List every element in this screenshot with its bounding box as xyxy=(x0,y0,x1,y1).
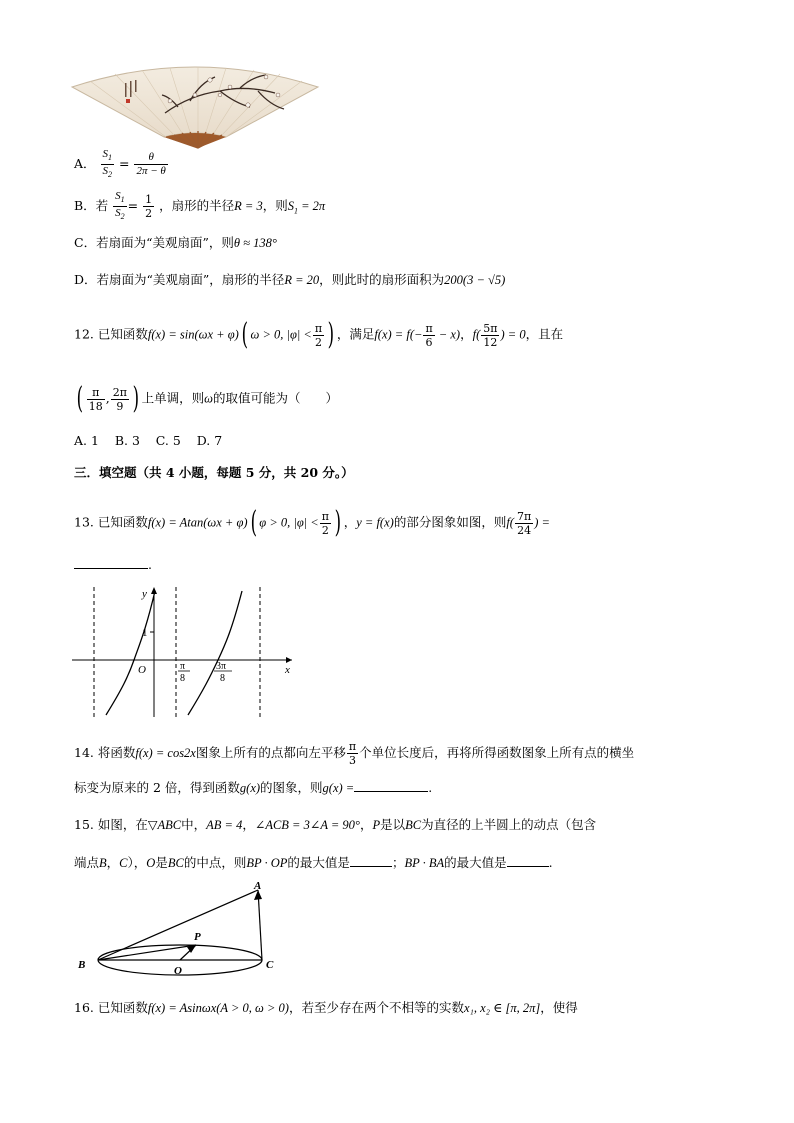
svg-text:8: 8 xyxy=(220,673,225,684)
point-b: B xyxy=(78,959,86,971)
question-15-blank-1[interactable] xyxy=(350,866,392,867)
triangle-semicircle-figure xyxy=(70,878,300,978)
point-p: P xyxy=(194,931,201,943)
y-axis-label: y xyxy=(142,588,147,600)
section-3-heading: 三．填空题（共 4 小题，每题 5 分，共 20 分。） xyxy=(74,465,354,480)
origin-label: O xyxy=(138,664,146,676)
question-14-line2: 标变为原来的 2 倍，得到函数g(x)的图象，则g(x) = . xyxy=(74,780,433,795)
question-13: 13. 已知函数f(x) = Atan(ωx + φ)( φ > 0, |φ| < $\frac{\pi}{2}$ ) ，y = f(x)的部分图象如图，则f( $\frac{7\pi}{24}$ ) = xyxy=(74,505,550,540)
tangent-graph xyxy=(70,585,300,720)
option-d: D．若扇面为“美观扇面”，扇形的半径R = 20，则此时的扇形面积为200(3 − √5) xyxy=(74,272,506,287)
option-a: A． $\frac{S_1}{S_2}$ = $\frac{\theta}{2\pi - \theta}$ xyxy=(74,148,166,180)
y-tick-1: 1 xyxy=(142,627,148,639)
s1-over-s2: $\frac{S_1}{S_2}$ xyxy=(102,148,113,180)
question-13-answer-blank[interactable]: . xyxy=(74,557,152,573)
point-c: C xyxy=(266,959,274,971)
folding-fan-image xyxy=(70,65,320,150)
question-15-blank-2[interactable] xyxy=(507,866,549,867)
theta-fraction: $\frac{\theta}{2\pi - \theta}$ xyxy=(136,151,166,178)
question-15-line2: 端点B，C），O是BC的中点，则BP · OP的最大值是 ；BP · BA的最大值是 . xyxy=(74,855,553,870)
question-14-line1: 14. 将函数f(x) = cos2x图象上所有的点都向左平移 $\frac{\pi}{3}$ 个单位长度后，再将所得函数图象上所有点的横坐 xyxy=(74,740,635,767)
question-14-answer-blank[interactable] xyxy=(354,791,428,792)
option-c: C．若扇面为“美观扇面”，则θ ≈ 138° xyxy=(74,235,277,250)
question-12-line1: 12. 已知函数f(x) = sin(ωx + φ)( ω > 0, |φ| < $\frac{\pi}{2}$ ) ，满足f(x) = f(− $\frac{\pi}{6}$ − x)，f( $\frac{5\pi}{12}$ ) = 0，且在 xyxy=(74,317,564,352)
svg-text:8: 8 xyxy=(180,673,185,684)
point-o: O xyxy=(174,965,182,977)
question-16: 16. 已知函数f(x) = Asinωx(A > 0, ω > 0)，若至少存在两个不相等的实数x₁, x₂ ∈ [π, 2π]，使得 xyxy=(74,1000,578,1015)
x-axis-label: x xyxy=(285,664,290,676)
question-12-options: A. 1 B. 3 C. 5 D. 7 xyxy=(74,433,223,448)
x-tick-pi-over-8 xyxy=(178,661,190,684)
half-fraction: $\frac{1}{2}$ xyxy=(145,193,153,221)
question-15-line1: 15. 如图，在▽ABC中，AB = 4，∠ACB = 3∠A = 90°，P是以BC为直径的上半圆上的动点（包含 xyxy=(74,817,597,832)
point-a: A xyxy=(254,880,262,892)
svg-text:3π: 3π xyxy=(216,661,227,672)
question-12-line2: ( $\frac{\pi}{18}$ , $\frac{2\pi}{9}$ ) 上单调，则ω的取值可能为（ ） xyxy=(76,381,339,416)
x-tick-3pi-over-8 xyxy=(214,661,232,684)
option-b: B．若 $\frac{S_1}{S_2}$ = $\frac{1}{2}$ ，扇形的半径R = 3，则$S_1 = 2\pi$ xyxy=(74,190,326,222)
s1-over-s2-b: $\frac{S_1}{S_2}$ xyxy=(115,190,125,222)
svg-text:π: π xyxy=(180,661,186,672)
